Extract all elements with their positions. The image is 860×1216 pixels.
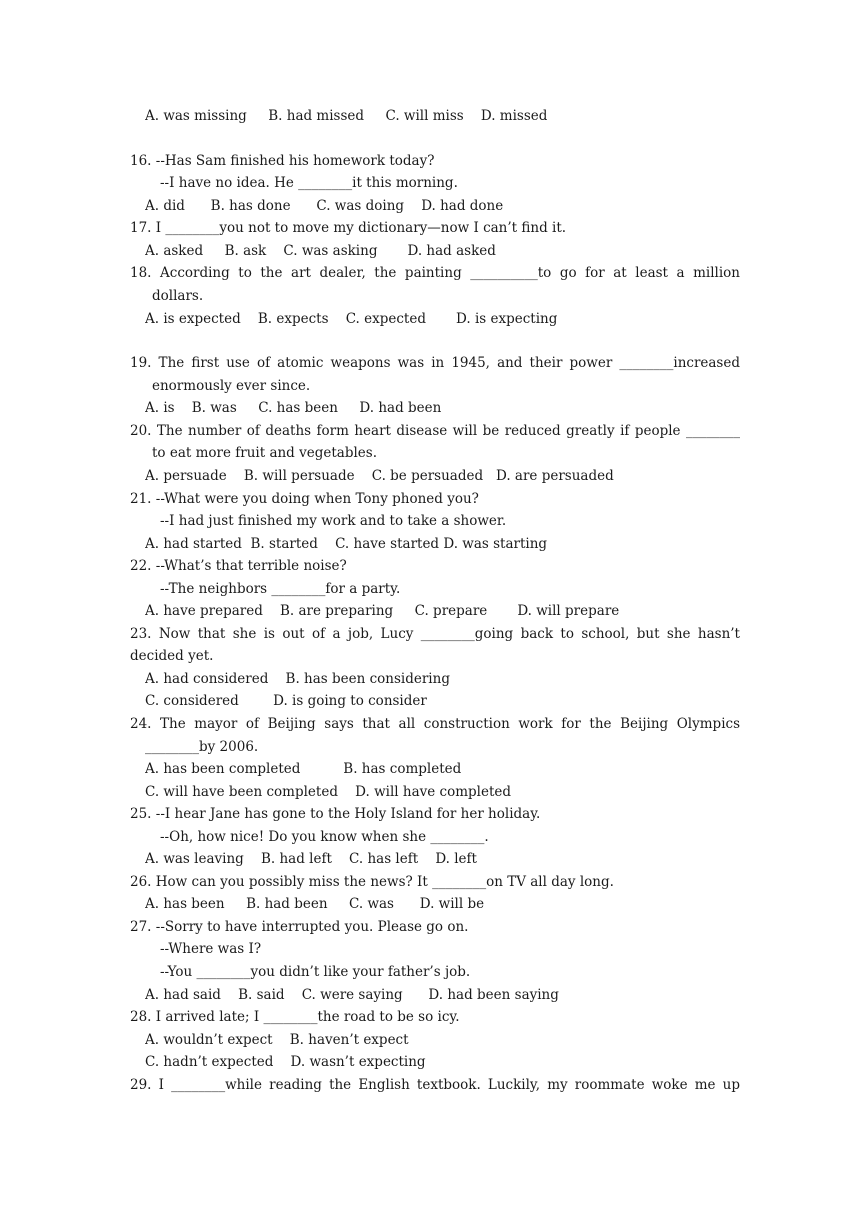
question-19: 19. The first use of atomic weapons was in 1945, and their power ________increased [130, 355, 740, 371]
question-16: 16. --Has Sam finished his homework today? [130, 153, 435, 169]
dialogue-line: --Oh, how nice! Do you know when she ________. [160, 829, 489, 845]
options-line: A. had considered B. has been considering [145, 671, 450, 687]
options-line: A. wouldn’t expect B. haven’t expect [145, 1032, 409, 1048]
question-24: 24. The mayor of Beijing says that all construction work for the Beijing Olympics [130, 716, 740, 732]
question-18: 18. According to the art dealer, the painting __________to go for at least a million [130, 265, 740, 281]
options-line: C. considered D. is going to consider [145, 693, 427, 709]
dialogue-line: --I had just finished my work and to take a shower. [160, 513, 507, 529]
options-line: A. had said B. said C. were saying D. had been saying [145, 987, 559, 1003]
question-20: 20. The number of deaths form heart disease will be reduced greatly if people ________ [130, 423, 740, 439]
options-line: A. was leaving B. had left C. has left D. left [145, 851, 477, 867]
options-line: A. asked B. ask C. was asking D. had asked [145, 243, 496, 259]
question-22: 22. --What’s that terrible noise? [130, 558, 347, 574]
question-continuation: ________by 2006. [145, 739, 259, 755]
dialogue-line: --Where was I? [160, 941, 262, 957]
question-17: 17. I ________you not to move my dictionary—now I can’t find it. [130, 220, 567, 236]
options-line: A. was missing B. had missed C. will miss D. missed [145, 108, 548, 124]
question-26: 26. How can you possibly miss the news? It ________on TV all day long. [130, 874, 614, 890]
question-continuation: dollars. [152, 288, 204, 304]
question-27: 27. --Sorry to have interrupted you. Please go on. [130, 919, 469, 935]
dialogue-line: --The neighbors ________for a party. [160, 581, 401, 597]
question-21: 21. --What were you doing when Tony phoned you? [130, 491, 479, 507]
options-line: A. is B. was C. has been D. had been [145, 400, 442, 416]
question-continuation: to eat more fruit and vegetables. [152, 445, 378, 461]
question-23: 23. Now that she is out of a job, Lucy ________going back to school, but she hasn’t [130, 626, 740, 642]
options-line: A. did B. has done C. was doing D. had done [145, 198, 504, 214]
options-line: A. had started B. started C. have started D. was starting [145, 536, 548, 552]
dialogue-line: --You ________you didn’t like your father’s job. [160, 964, 471, 980]
options-line: A. has been B. had been C. was D. will be [145, 896, 485, 912]
question-continuation: enormously ever since. [152, 378, 311, 394]
question-continuation: decided yet. [130, 648, 214, 664]
options-line: A. is expected B. expects C. expected D. is expecting [145, 311, 558, 327]
question-25: 25. --I hear Jane has gone to the Holy Island for her holiday. [130, 806, 541, 822]
options-line: A. has been completed B. has completed [145, 761, 462, 777]
dialogue-line: --I have no idea. He ________it this morning. [160, 175, 458, 191]
options-line: C. will have been completed D. will have completed [145, 784, 512, 800]
options-line: A. persuade B. will persuade C. be persuaded D. are persuaded [145, 468, 614, 484]
question-29: 29. I ________while reading the English textbook. Luckily, my roommate woke me up [130, 1077, 740, 1093]
options-line: C. hadn’t expected D. wasn’t expecting [145, 1054, 426, 1070]
options-line: A. have prepared B. are preparing C. prepare D. will prepare [145, 603, 620, 619]
question-28: 28. I arrived late; I ________the road to be so icy. [130, 1009, 460, 1025]
